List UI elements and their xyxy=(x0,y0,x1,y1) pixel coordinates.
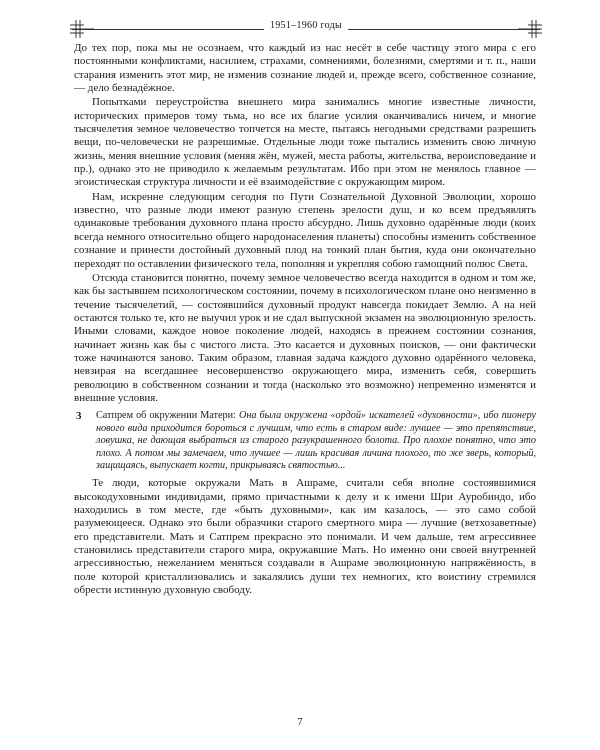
footnote-block xyxy=(74,410,536,472)
footnote-number: 3 xyxy=(76,410,82,423)
running-header xyxy=(72,18,540,38)
page-body xyxy=(74,42,536,597)
page-number: 7 xyxy=(297,716,303,728)
footnote-quote: Она была окружена «ордой» искателей «духовности», ибо пионеру нового вида приходится бороться с лучшим, что есть в старом виде: лучшее — это препятствие, ловушка, не дающая выбраться из старого разукрашенного болота. Про плохое понятно, что это плохо. А потом мы замечаем, что лучшее — лишь красивая личина плохого, то же зверь, который, защищаясь, выпускает когти, прикрываясь святостью... xyxy=(96,410,536,471)
footnote-lead: Сатпрем об окружении Матери: xyxy=(96,410,239,422)
paragraph-3: Нам, искренне следующим сегодня по Пути Сознательной Духовной Эволюции, хорошо известно, что разные люди имеют разную степень зрелости душ, и ко всем предъявлять одинаковые требования духовного плана просто абсурдно. Лишь духовно одарённые люди (коих всегда немного относительно общего народонаселения планеты) способны изменить собственное сознание и принести достойный духовный плод на тонкий план бытия, куда они окончательно переходят по оставлении физического тела, пополняя и укрепляя собою гамощний полюс Света. xyxy=(74,190,536,270)
paragraph-2: Попытками переустройства внешнего мира занимались многие известные личности, исторических примеров тому тьма, но все их благие усилия оканчивались ничем, и многие тысячелетия земное человечество топчется на месте, пытаясь негодными средствами разрешить вещи, по-человечески не разрешимые. Отдельные люди тоже пытались изменить свою личную жизнь, меняя внешние условия (меняя жён, мужей, места работы, жительства, вероисповедание и пр.), однако это не приводило к желаемым результатам. Ибо при этом не менялось главное — эгоистическая структура личности и её взаимодействие с окружающим миром. xyxy=(74,96,536,189)
paragraph-1: До тех пор, пока мы не осознаем, что каждый из нас несёт в себе частицу этого мира с его постоянными конфликтами, насилием, страхами, сомнениями, болезнями, смертями и т. п., наши старания изменить этот мир, не изменив сознание людей и, прежде всего, собственное сознание, — дело безнадёжное. xyxy=(74,42,536,95)
header-title xyxy=(72,20,540,31)
header-ornament-right-icon xyxy=(518,18,544,40)
paragraph-5: Те люди, которые окружали Мать в Ашраме, считали себя вполне состоявшимися высокодуховными индивидами, прямо причастными к делу и к имени Шри Ауробиндо, ибо находились в том месте, где «быть духовными», как им казалось, — это само собой разумеющееся. Однако это были образчики старого смертного мира — лучшие (ветхозаветные) его представители. Мать и Сатпрем прекрасно это понимали. И чем дальше, тем агрессивнее становились представители старого мира, окружавшие Мать. Но именно они своей внутренней агрессивностью, нежеланием меняться создавали в Ашраме эволюционную напряжённость, в поле которой кристаллизовались и закалялись души тех немногих, кто воистину стремился обрести истинную духовную свободу. xyxy=(74,477,536,597)
header-title-text: 1951–1960 годы xyxy=(264,20,348,31)
paragraph-4: Отсюда становится понятно, почему земное человечество всегда находится в одном и том же, как бы застывшем психологическом состоянии, почему в психологическом плане оно неизменно в течение тысячелетий, — состоявшийся духовный продукт навсегда покидает Землю. А на ней остаются только те, кто не выучил урок и не сдал выпускной экзамен на эволюционную зрелость. Иными словами, каждое новое поколение людей, находясь в прежнем состоянии сознания, начинает жизнь как бы с чистого листа. Это касается и духовных поисков, — они фактически тоже начинаются заново. Таким образом, главная задача каждого духовно одарённого человека, невзирая на всегдашнее несовершенство окружающего мира, изменить себя, совершить революцию в собственном сознании и тогда (насколько это возможно) непременно изменятся и внешние условия. xyxy=(74,271,536,404)
